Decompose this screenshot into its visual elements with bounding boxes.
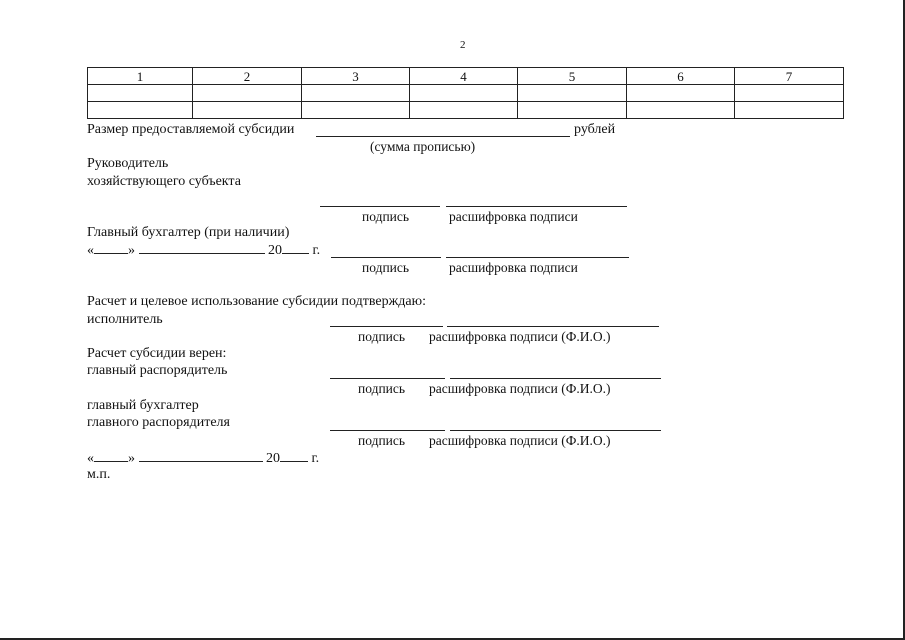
- accountant-decode-line: [446, 257, 629, 258]
- chief-accountant-line2: главного распорядителя: [87, 415, 230, 430]
- head-title-line2: хозяйствующего субъекта: [87, 174, 241, 189]
- verify-decode-line: [450, 378, 661, 379]
- confirm-decode-line: [447, 326, 659, 327]
- subsidy-currency: рублей: [574, 122, 616, 137]
- table-cell: [302, 85, 410, 102]
- date-year-blank: [282, 253, 309, 254]
- subsidy-hint: (сумма прописью): [370, 139, 476, 154]
- verify-signature-caption: подпись: [358, 381, 406, 396]
- confirm-text: Расчет и целевое использование субсидии подтверждаю:: [87, 294, 426, 309]
- confirm-decode-caption: расшифровка подписи (Ф.И.О.): [429, 329, 611, 344]
- verify-text: Расчет субсидии верен:: [87, 346, 227, 361]
- table-cell: [88, 102, 193, 119]
- table-cell: [735, 85, 844, 102]
- table-header-row: [88, 68, 844, 85]
- accountant-signature-caption: подпись: [362, 260, 410, 275]
- table-header-cell: 1: [88, 68, 193, 85]
- accountant-decode-caption: расшифровка подписи: [449, 260, 578, 275]
- confirm-signature-caption: подпись: [358, 329, 406, 344]
- table-cell: [627, 102, 735, 119]
- table-cell: [193, 85, 302, 102]
- table-header-cell: 6: [627, 68, 735, 85]
- head-signature-line: [320, 206, 440, 207]
- verify-role: главный распорядитель: [87, 363, 228, 378]
- table-header-cell: 5: [518, 68, 627, 85]
- table-cell: [518, 85, 627, 102]
- table-cell: [88, 85, 193, 102]
- date-month-blank: [139, 253, 265, 254]
- table-header-cell: 2: [193, 68, 302, 85]
- stamp-placeholder: м.п.: [87, 467, 111, 482]
- date-day-blank: [94, 461, 128, 462]
- chief-accountant-signature-caption: подпись: [358, 433, 406, 448]
- date-year-prefix: 20: [268, 243, 282, 258]
- date-year-suffix: г.: [311, 451, 320, 466]
- head-decode-line: [446, 206, 627, 207]
- footer-date: [87, 451, 319, 467]
- chief-accountant-signature-line: [330, 430, 445, 431]
- chief-accountant-decode-caption: расшифровка подписи (Ф.И.О.): [429, 433, 611, 448]
- date-day-blank: [94, 253, 128, 254]
- head-title-line1: Руководитель: [87, 156, 169, 171]
- verify-signature-line: [330, 378, 445, 379]
- date-open-quote: «: [87, 451, 94, 466]
- subsidy-amount-line: [316, 136, 570, 137]
- date-month-blank: [139, 461, 263, 462]
- table-header-cell: 4: [410, 68, 518, 85]
- page-number: 2: [460, 39, 466, 51]
- confirm-role: исполнитель: [87, 312, 163, 327]
- table-row: [88, 102, 844, 119]
- head-signature-caption: подпись: [362, 209, 410, 224]
- accountant-date: [87, 243, 320, 259]
- verify-decode-caption: расшифровка подписи (Ф.И.О.): [429, 381, 611, 396]
- table-cell: [518, 102, 627, 119]
- table-header-cell: 7: [735, 68, 844, 85]
- table-cell: [193, 102, 302, 119]
- date-year-prefix: 20: [266, 451, 280, 466]
- head-decode-caption: расшифровка подписи: [449, 209, 578, 224]
- accountant-title: Главный бухгалтер (при наличии): [87, 225, 290, 240]
- table-cell: [302, 102, 410, 119]
- confirm-signature-line: [330, 326, 443, 327]
- date-year-blank: [280, 461, 308, 462]
- accountant-signature-line: [331, 257, 441, 258]
- table-cell: [627, 85, 735, 102]
- table-header-cell: 3: [302, 68, 410, 85]
- table-cell: [410, 102, 518, 119]
- table-cell: [735, 102, 844, 119]
- chief-accountant-line1: главный бухгалтер: [87, 398, 199, 413]
- data-table: [87, 67, 844, 119]
- table-cell: [410, 85, 518, 102]
- date-close-quote: »: [128, 243, 135, 258]
- chief-accountant-decode-line: [450, 430, 661, 431]
- table-row: [88, 85, 844, 102]
- date-open-quote: «: [87, 243, 94, 258]
- date-year-suffix: г.: [312, 243, 321, 258]
- date-close-quote: »: [128, 451, 135, 466]
- subsidy-label: Размер предоставляемой субсидии: [87, 122, 295, 137]
